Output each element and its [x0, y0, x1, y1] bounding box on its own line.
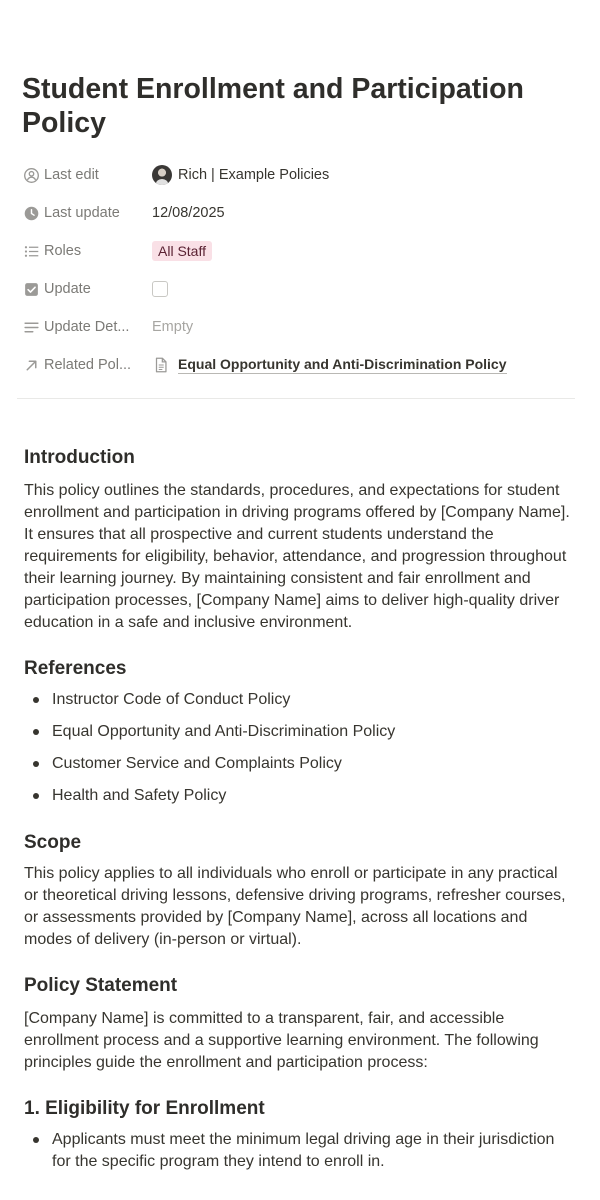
page-title: Student Enrollment and Participation Policy [22, 73, 524, 139]
introduction-text: This policy outlines the standards, procedures, and expectations for student enrollment and participation in driving programs offered by [Company Name]. It ensures that all prospective and current students understand the requirements for eligibility, behavior, attendance, and progression throughout their learning journey. By maintaining consistent and fair enrollment and participation processes, [Company Name] aims to deliver high-quality driver education in a safe and inclusive environment. [24, 482, 570, 631]
scope-text: This policy applies to all individuals who enroll or participate in any practical or theoretical driving lessons, defensive driving programs, refresher courses, or assessments provided by [Company Name], across all locations and modes of delivery (in-person or virtual). [24, 865, 566, 948]
property-key-last-edit [22, 166, 152, 184]
page-icon [152, 356, 170, 374]
property-label: Related Pol... [44, 357, 132, 373]
section-heading-scope: Scope [24, 832, 82, 853]
property-last-update[interactable] [22, 194, 578, 232]
property-label: Update [44, 281, 91, 297]
property-key-update-details [22, 318, 152, 336]
properties-panel [22, 156, 578, 384]
last-edit-value: Rich | Example Policies [178, 167, 330, 183]
property-update[interactable] [22, 270, 578, 308]
section-heading-policy-statement: Policy Statement [24, 975, 178, 996]
section-heading-eligibility: 1. Eligibility for Enrollment [24, 1098, 265, 1119]
list-icon [22, 242, 40, 260]
page-content [24, 446, 574, 1173]
checkbox-icon [22, 280, 40, 298]
property-key-update [22, 280, 152, 298]
property-last-edit[interactable] [22, 156, 578, 194]
property-related-policies[interactable] [22, 346, 578, 384]
property-key-related-policies [22, 356, 152, 374]
section-heading-references: References [24, 658, 127, 679]
related-policy-link[interactable]: Equal Opportunity and Anti-Discrimination Policy [178, 356, 507, 372]
last-update-value: 12/08/2025 [152, 205, 225, 221]
update-checkbox[interactable] [152, 281, 168, 297]
property-update-details[interactable] [22, 308, 578, 346]
divider [17, 398, 575, 399]
text-lines-icon [22, 318, 40, 336]
list-item: Applicants must meet the minimum legal driving age in their jurisdiction for the specific program they intend to enroll in. [24, 1129, 574, 1173]
property-label: Last update [44, 205, 120, 221]
list-item: Equal Opportunity and Anti-Discrimination Policy [24, 721, 574, 743]
property-label: Last edit [44, 167, 99, 183]
list-item: Instructor Code of Conduct Policy [24, 689, 574, 711]
eligibility-list [24, 1129, 574, 1173]
arrow-up-right-icon [22, 356, 40, 374]
property-key-roles [22, 242, 152, 260]
avatar [152, 165, 172, 185]
clock-icon [22, 204, 40, 222]
property-roles[interactable] [22, 232, 578, 270]
property-label: Update Det... [44, 319, 130, 335]
section-heading-introduction: Introduction [24, 447, 135, 468]
update-details-value[interactable]: Empty [152, 319, 194, 335]
list-item: Health and Safety Policy [24, 785, 574, 807]
user-circle-icon [22, 166, 40, 184]
property-label: Roles [44, 243, 82, 259]
role-tag[interactable]: All Staff [152, 241, 212, 261]
property-key-last-update [22, 204, 152, 222]
list-item: Customer Service and Complaints Policy [24, 753, 574, 775]
policy-statement-text: [Company Name] is committed to a transparent, fair, and accessible enrollment process and a supportive learning environment. The following principles guide the enrollment and participation process: [24, 1010, 539, 1071]
references-list [24, 689, 574, 807]
